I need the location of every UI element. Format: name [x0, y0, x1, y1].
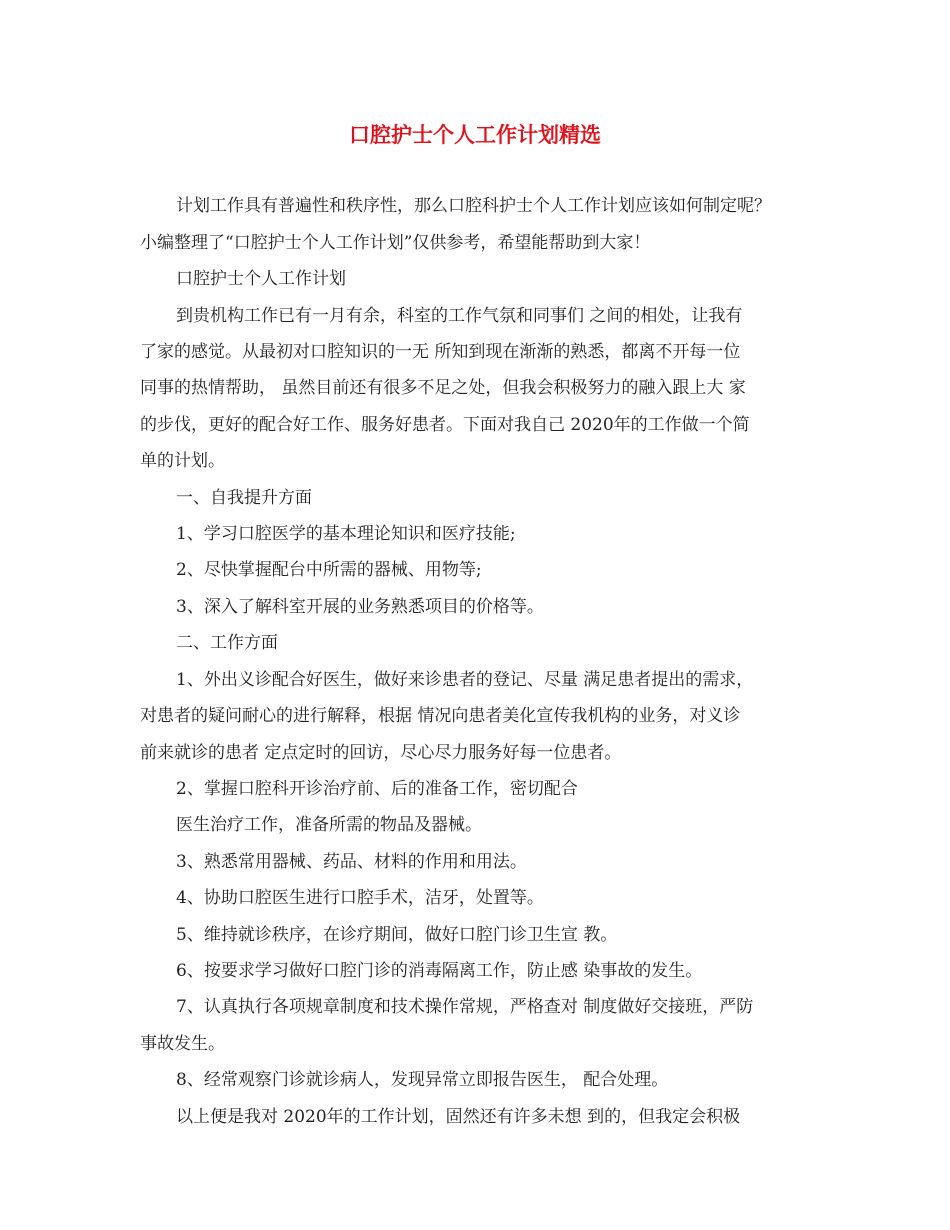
- list-item-work-5: 5、维持就诊秩序，在诊疗期间，做好口腔门诊卫生宣 教。: [176, 925, 618, 945]
- list-item-self-3: 3、深入了解科室开展的业务熟悉项目的价格等。: [176, 597, 544, 617]
- list-item-work-1-line-1: 1、外出义诊配合好医生，做好来诊患者的登记、尽量 满足患者提出的需求，: [176, 670, 754, 690]
- list-item-work-2-line-2: 医生治疗工作，准备所需的物品及器械。: [176, 815, 482, 835]
- list-item-work-6: 6、按要求学习做好口腔门诊的消毒隔离工作，防止感 染事故的发生。: [176, 961, 703, 981]
- list-item-work-1-line-2: 对患者的疑问耐心的进行解释，根据 情况向患者美化宣传我机构的业务，对义诊: [140, 706, 741, 726]
- list-item-work-3: 3、熟悉常用器械、药品、材料的作用和用法。: [176, 852, 527, 872]
- paragraph-body-line-5: 单的计划。: [140, 451, 225, 471]
- section-heading-plan: 口腔护士个人工作计划: [176, 269, 346, 289]
- list-item-work-1-line-3: 前来就诊的患者 定点定时的回访，尽心尽力服务好每一位患者。: [140, 743, 622, 763]
- section-heading-work: 二、工作方面: [176, 633, 278, 653]
- paragraph-body-line-3: 同事的热情帮助， 虽然目前还有很多不足之处，但我会积极努力的融入跟上大 家: [140, 378, 746, 398]
- list-item-self-2: 2、尽快掌握配台中所需的器械、用物等;: [176, 560, 482, 580]
- section-heading-self-improvement: 一、自我提升方面: [176, 488, 312, 508]
- list-item-work-8: 8、经常观察门诊就诊病人，发现异常立即报告医生， 配合处理。: [176, 1070, 669, 1090]
- paragraph-intro-line-2: 小编整理了“口腔护士个人工作计划”仅供参考，希望能帮助到大家！: [140, 233, 651, 253]
- list-item-work-2-line-1: 2、掌握口腔科开诊治疗前、后的准备工作，密切配合: [176, 779, 578, 799]
- paragraph-closing-line-1: 以上便是我对 2020年的工作计划，固然还有许多未想 到的，但我定会积极: [176, 1107, 741, 1127]
- list-item-work-4: 4、协助口腔医生进行口腔手术，洁牙，处置等。: [176, 888, 544, 908]
- paragraph-body-line-4: 的步伐，更好的配合好工作、服务好患者。下面对我自己 2020年的工作做一个简: [140, 415, 750, 435]
- paragraph-intro-line-1: 计划工作具有普遍性和秩序性，那么口腔科护士个人工作计划应该如何制定呢？: [176, 196, 771, 216]
- list-item-work-7-line-2: 事故发生。: [140, 1034, 225, 1054]
- document-title: 口腔护士个人工作计划精选: [349, 122, 601, 147]
- paragraph-body-line-2: 了家的感觉。从最初对口腔知识的一无 所知到现在渐渐的熟悉，都离不开每一位: [140, 342, 741, 362]
- list-item-work-7-line-1: 7、认真执行各项规章制度和技术操作常规，严格查对 制度做好交接班，严防: [176, 997, 754, 1017]
- paragraph-body-line-1: 到贵机构工作已有一月有余，科室的工作气氛和同事们 之间的相处，让我有: [176, 306, 743, 326]
- list-item-self-1: 1、学习口腔医学的基本理论知识和医疗技能;: [176, 524, 516, 544]
